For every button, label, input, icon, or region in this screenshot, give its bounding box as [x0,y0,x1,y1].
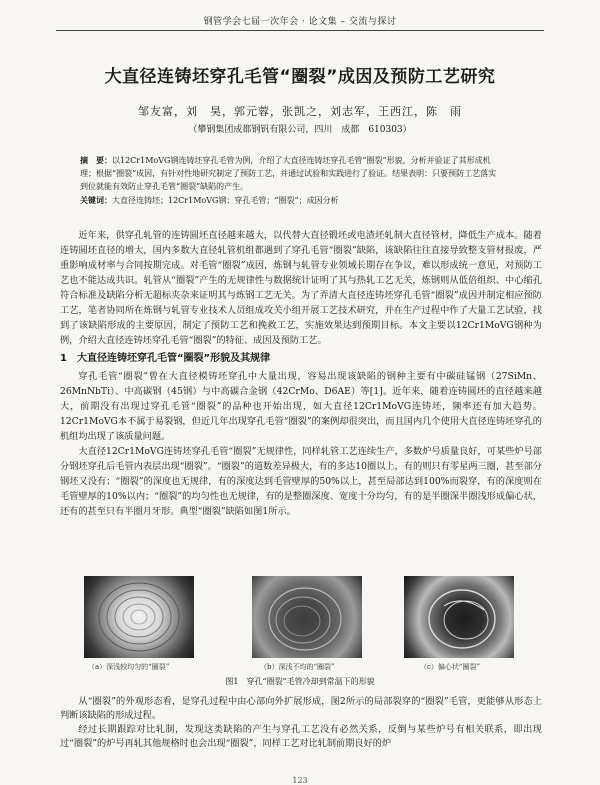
figure-1a-photo [84,576,194,658]
section-1-heading: 1 大直径连铸坯穿孔毛管“圈裂”形貌及其规律 [60,353,271,364]
paper-title: 大直径连铸坯穿孔毛管“圈裂”成因及预防工艺研究 [104,67,496,87]
author-list: 邹友富，刘 昊，郭元蓉，张凯之，刘志军，王西江，陈 雨 [138,105,462,118]
figure-1c-caption: （c）偏心状“圈裂” [420,663,481,671]
abstract-text: 以12Cr1MoVG钢连铸坯穿孔毛管为例，介绍了大直径连铸坯穿孔毛管“圈裂”形貌，分析并验证了其形成机理；根据“圈裂”成因，有针对性地研究制定了预防工艺，并通过试验和实践进行了验证。结果表明：只要预防工艺落实到位就能有效防止穿孔毛管“圈裂”缺陷的产生。 [80,156,497,191]
introduction [60,228,542,348]
keywords-label: 关键词： [80,196,112,205]
section-1-paragraph-2: 大直径12Cr1MoVG连铸坯穿孔毛管“圈裂”无规律性，同样轧管工艺连续生产，多数炉号质量良好，可某些炉号部分钢坯穿孔后毛管内表层出现“圈裂”。“圈裂”的道数差异极大，有的多达10圈以上，有的则只有零星两三圈，甚至部分钢坯又没有；“圈裂”的深度也无规律，有的深度达到毛管壁厚的50%以上，甚至局部达到100%而裂穿，有的深度则在毛管壁厚的10%以内；“圈裂”的均匀性也无规律，有的是整圈深度、宽度十分均匀，有的是半圈深半圈浅形成偏心状，还有的甚至只有半圈月牙形。典型“圈裂”缺陷如图1所示。 [60,446,542,517]
header-rule [56,30,544,31]
figure-1 [70,576,530,658]
figure-1c-photo [404,576,514,658]
section-1-paragraph-3: 从“圈裂”的外观形态看，是穿孔过程中由心部向外扩展形成，图2所示的局部裂穿的“圈裂”毛管，更能够从形态上判断该缺陷的形成过程。 [60,696,542,721]
abstract [80,154,500,193]
figure-1a-caption: （a）深浅较均匀的“圈裂” [88,663,170,671]
running-header: 钢管学会七届一次年会 · 论文集 – 交流与探讨 [203,17,397,27]
author-affiliation: （攀钢集团成都钢钒有限公司，四川 成都 610303） [188,125,412,135]
intro-paragraph: 近年来，供穿孔轧管的连铸圆坯直径越来越大，以代替大直径锻坯或电渣坯轧制大直径管材，降低生产成本。随着连铸圆坯直径的增大，国内多数大直径轧管机组都遇到了穿孔毛管“圈裂”缺陷，该缺陷往往直接导致整支管材报废，严重影响成材率与合同按期完成。对毛管“圈裂”成因，炼钢与轧管专业领域长期存在争议，难以形成统一意见，对预防工艺也不能达成共识。轧管从“圈裂”产生的无规律性与数据统计证明了其与热轧工艺无关，炼钢则从低倍组织、中心缩孔符合标准及缺陷分析无超标夹杂来证明其与炼钢工艺无关。为了弄清大直径连铸坯穿孔毛管“圈裂”成因并制定相应预防工艺，笔者协同所在炼钢与轧管专业技术人员组成攻关小组开展工艺技术研究，并在生产过程中作了大量工艺试验，找到了该缺陷形成的主要原因，制定了预防工艺和挽救工艺，实施效果达到预期目标。本文主要以12Cr1MoVG钢种为例，介绍大直径连铸坯穿孔毛管“圈裂”的特征、成因及预防工艺。 [60,230,542,346]
page-number: 123 [292,776,308,785]
figure-1-subcaptions [70,662,530,674]
figure-1-title: 图1 穿孔“圈裂”毛管冷却到常温下的形貌 [225,677,375,686]
abstract-block [80,154,500,207]
figure-1b-caption: （b）深浅不均的“圈裂” [260,663,335,671]
section-1-continued [60,695,542,751]
abstract-label: 摘 要： [80,156,112,165]
keywords-text: 大直径连铸坯；12Cr1MoVG钢；穿孔毛管；“圈裂”；成因分析 [112,196,339,205]
section-1 [60,351,542,519]
section-1-paragraph-4: 经过长期跟踪对比轧制，发现这类缺陷的产生与穿孔工艺没有必然关系，反倒与某些炉号有相关联系，即出现过“圈裂”的炉号再轧其他规格时也会出现“圈裂”，同样工艺对比轧制前期良好的炉 [60,724,542,749]
keywords [80,194,500,207]
figure-1b-photo [252,576,362,658]
section-1-paragraph-1: 穿孔毛管“圈裂”曾在大直径模铸坯穿孔中大量出现，容易出现该缺陷的钢种主要有中碳硅锰钢（27SiMn、26MnNbTi）、中高碳钢（45钢）与中高碳合金钢（42CrMo、D6AE）等[1]。近年来，随着连铸圆坯的直径越来越大，前期没有出现过穿孔毛管“圈裂”的品种也开始出现，如大直径12Cr1MoVG连铸坯，频率还有加大趋势。12Cr1MoVG本不属于易裂钢，但近几年出现穿孔毛管“圈裂”的案例却很突出，而且国内几个使用大直径连铸坯穿孔的机组均出现了该质量问题。 [60,371,542,442]
